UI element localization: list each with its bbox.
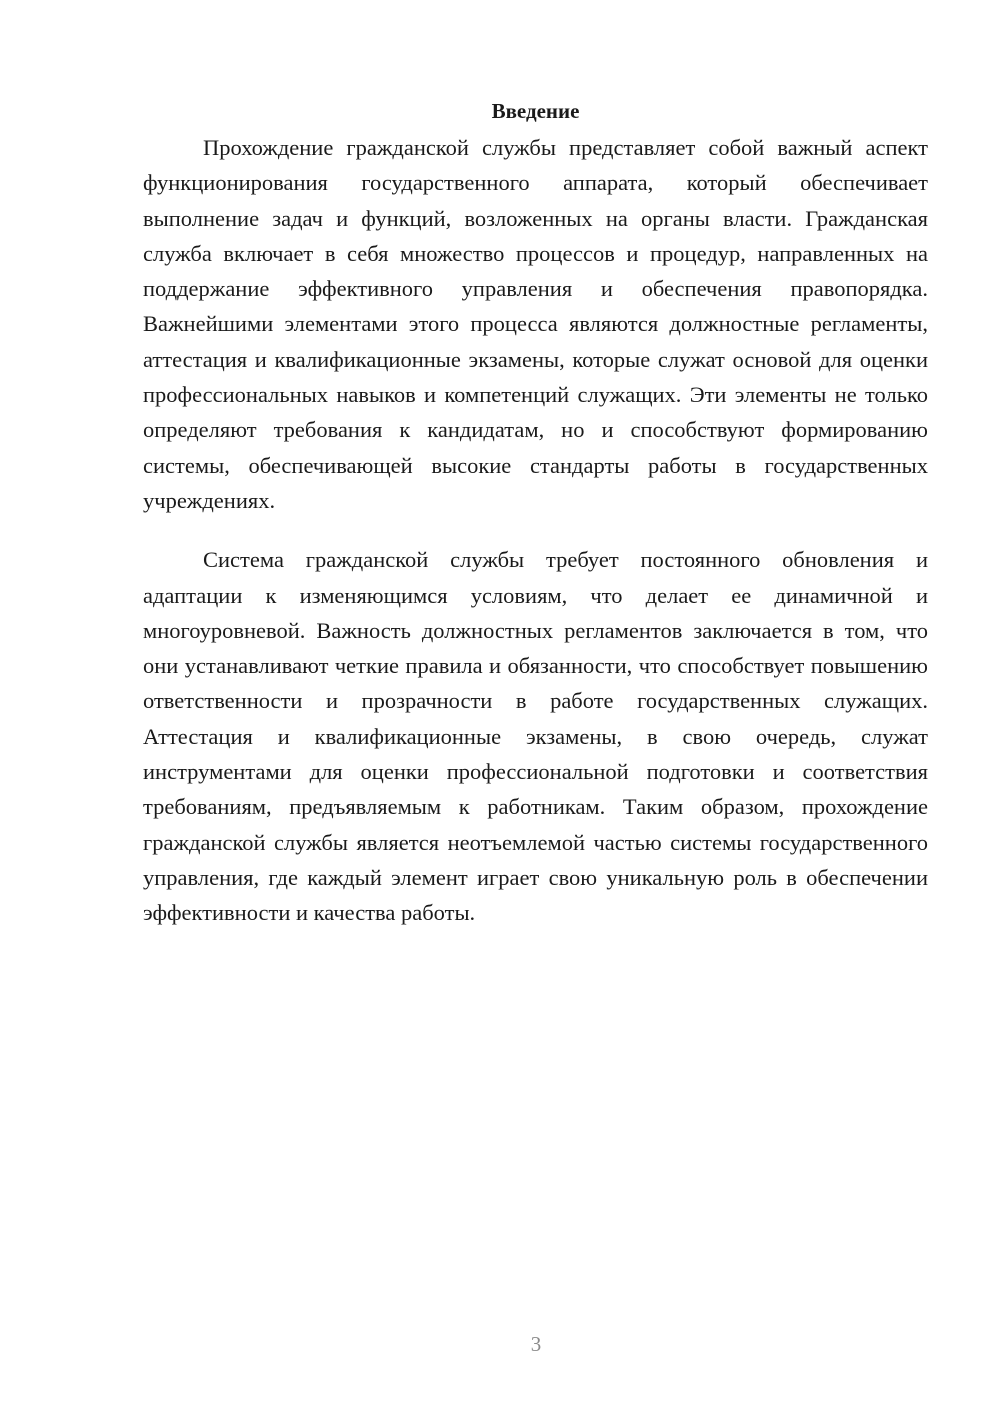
paragraph-2: Система гражданской службы требует постоянного обновления и адаптации к изменяющимся условиям, что делает ее динамичной и многоуровневой. Важность должностных регламентов заключается в том, что они устанавливают четкие правила и обязанности, что способствует повышению ответственности и прозрачности в работе государственных служащих. Аттестация и квалификационные экзамены, в свою очередь, служат инструментами для оценки профессиональной подготовки и соответствия требованиям, предъявляемым к работникам. Таким образом, прохождение гражданской службы является неотъемлемой частью системы государственного управления, где каждый элемент играет свою уникальную роль в обеспечении эффективности и качества работы. <box>143 547 928 926</box>
page-number: 3 <box>530 1332 542 1356</box>
paragraph-1: Прохождение гражданской службы представляет собой важный аспект функционирования государственного аппарата, который обеспечивает выполнение задач и функций, возложенных на органы власти. Гражданская служба включает в себя множество процессов и процедур, направленных на поддержание эффективного управления и обеспечения правопорядка. Важнейшими элементами этого процесса являются должностные регламенты, аттестация и квалификационные экзамены, которые служат основой для оценки профессиональных навыков и компетенций служащих. Эти элементы не только определяют требования к кандидатам, но и способствуют формированию системы, обеспечивающей высокие стандарты работы в государственных учреждениях. <box>143 135 928 513</box>
section-heading: Введение <box>491 99 580 123</box>
page-content <box>143 92 928 931</box>
